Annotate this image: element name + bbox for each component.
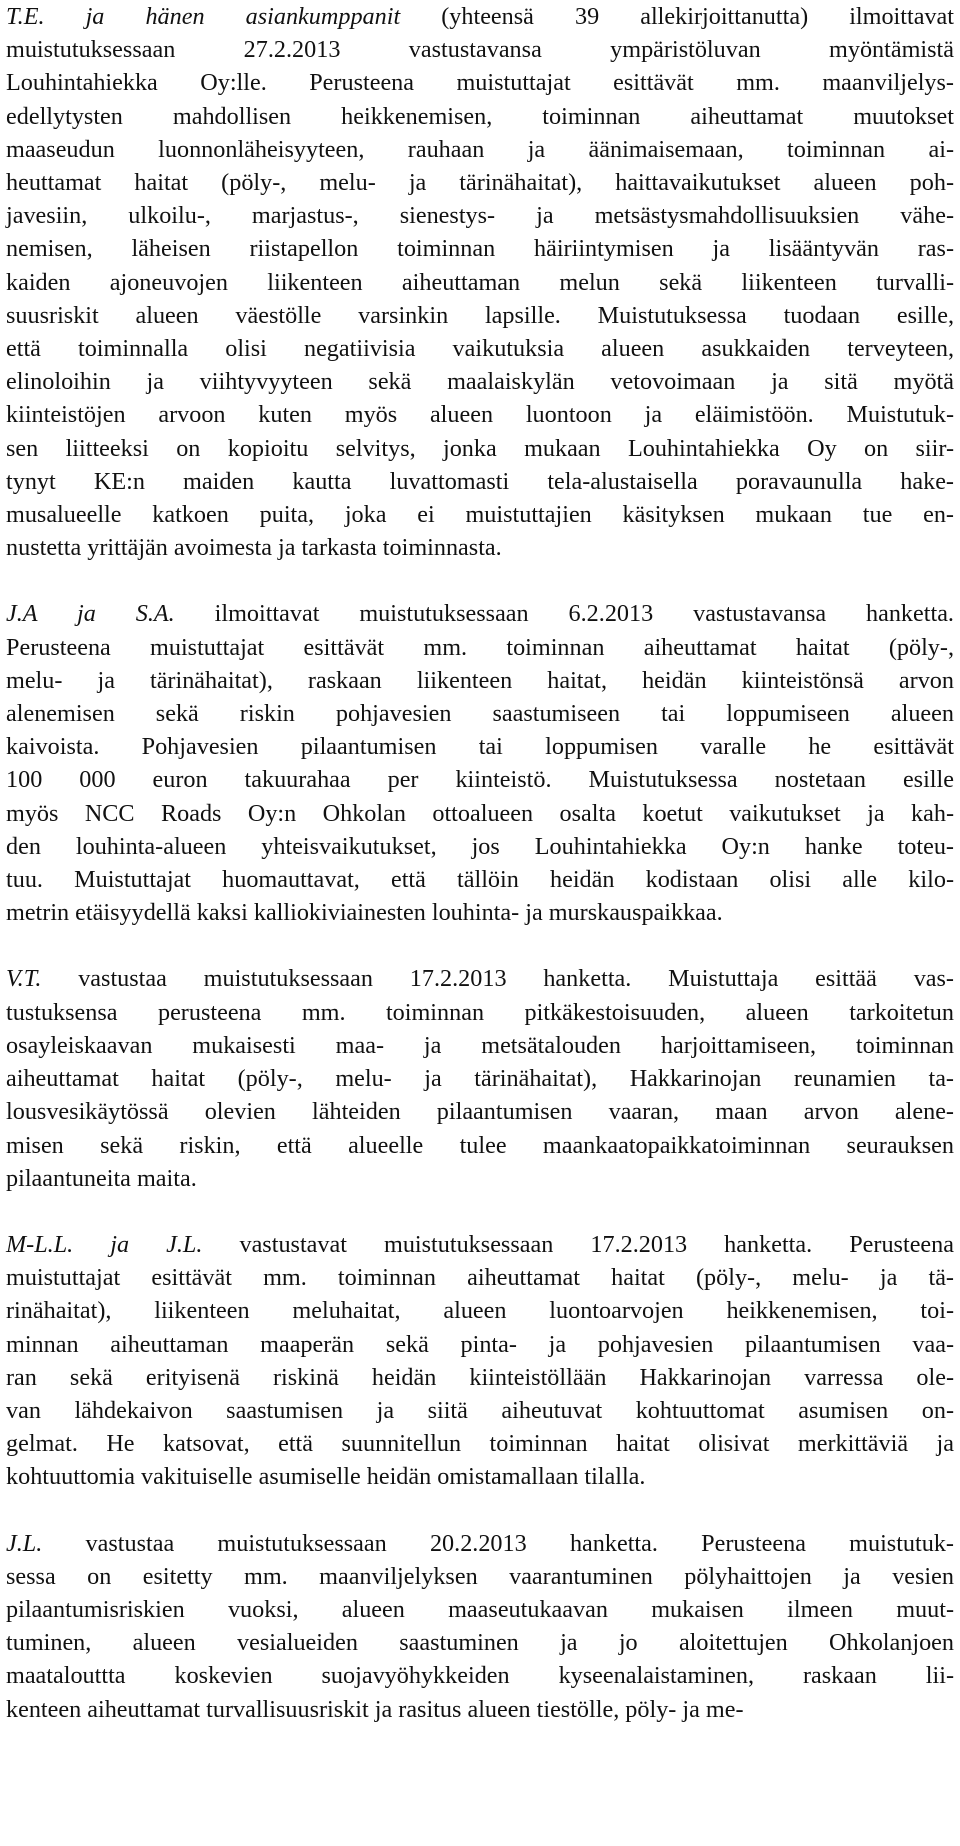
party-initials: J.L. [6, 1529, 43, 1557]
text-line [6, 133, 954, 166]
line-text: ran sekä erityisenä riskinä heidän kiinteistöllään Hakkarinojan varressa ole- [6, 1363, 954, 1391]
party-initials: V.T. [6, 965, 42, 993]
line-text: rinähaitat), liikenteen meluhaitat, alueen luontoarvojen heikkenemisen, toi- [6, 1297, 954, 1325]
text-line [6, 664, 954, 697]
text-line [6, 1261, 954, 1294]
text-line [6, 1593, 954, 1626]
line-text: vastustavat muistutuksessaan 17.2.2013 hanketta. Perusteena [202, 1230, 954, 1258]
paragraph [6, 0, 954, 564]
line-text: metrin etäisyydellä kaksi kalliokiviainesten louhinta- ja murskauspaikkaa. [6, 899, 723, 927]
text-line [6, 1029, 954, 1062]
text-line [6, 432, 954, 465]
party-initials: M-L.L. ja J.L. [6, 1230, 203, 1258]
line-text: maatalouttta koskevien suojavyöhykkeiden kyseenalaistaminen, raskaan lii- [6, 1662, 954, 1690]
text-line [6, 996, 954, 1029]
paragraph [6, 1228, 954, 1494]
line-text: aiheuttamat haitat (pöly-, melu- ja tärinähaitat), Hakkarinojan reunamien ta- [6, 1065, 954, 1093]
line-text: heuttamat haitat (pöly-, melu- ja tärinähaitat), haittavaikutukset alueen poh- [6, 169, 954, 197]
text-line [6, 332, 954, 365]
line-text: kiinteistöjen arvoon kuten myös alueen luontoon ja eläimistöön. Muistutuk- [6, 401, 954, 429]
line-text: vastustaa muistutuksessaan 17.2.2013 hanketta. Muistuttaja esittää vas- [41, 965, 954, 993]
text-line [6, 1659, 954, 1692]
text-line [6, 597, 954, 630]
line-text: tustuksensa perusteena mm. toiminnan pitkäkestoisuuden, alueen tarkoitetun [6, 998, 954, 1026]
line-text: melu- ja tärinähaitat), raskaan liikenteen haitat, heidän kiinteistönsä arvon [6, 666, 954, 694]
text-line [6, 797, 954, 830]
line-text: kenteen aiheuttamat turvallisuusriskit ja rasitus alueen tiestölle, pöly- ja me- [6, 1695, 744, 1723]
text-line [6, 1328, 954, 1361]
text-line [6, 232, 954, 265]
text-line [6, 365, 954, 398]
line-text: muistutuksessaan 27.2.2013 vastustavansa ympäristöluvan myöntämistä [6, 36, 954, 64]
line-text: 100 000 euron takuurahaa per kiinteistö. Muistutuksessa nostetaan esille [6, 766, 954, 794]
line-text: kohtuuttomia vakituiselle asumiselle heidän omistamallaan tilalla. [6, 1463, 646, 1491]
line-text: nustetta yrittäjän avoimesta ja tarkasta toiminnasta. [6, 534, 502, 562]
text-line [6, 33, 954, 66]
line-text: sessa on esitetty mm. maanviljelyksen vaarantuminen pölyhaittojen ja vesien [6, 1562, 954, 1590]
text-line [6, 962, 954, 995]
text-line [6, 697, 954, 730]
text-line [6, 1560, 954, 1593]
line-text: Perusteena muistuttajat esittävät mm. toiminnan aiheuttamat haitat (pöly-, [6, 633, 954, 661]
line-text: pilaantumisriskien vuoksi, alueen maaseutukaavan mukaisen ilmeen muut- [6, 1595, 954, 1623]
text-line [6, 1361, 954, 1394]
line-text: tuu. Muistuttajat huomauttavat, että tällöin heidän kodistaan olisi alle kilo- [6, 866, 954, 894]
line-text: kaiden ajoneuvojen liikenteen aiheuttaman melun sekä liikenteen turvalli- [6, 268, 954, 296]
line-text: nemisen, läheisen riistapellon toiminnan häiriintymisen ja lisääntyvän ras- [6, 235, 954, 263]
party-initials: T.E. ja hänen asiankumppanit [6, 3, 401, 30]
line-text: myös NCC Roads Oy:n Ohkolan ottoalueen osalta koetut vaikutukset ja kah- [6, 799, 954, 827]
paragraph [6, 597, 954, 929]
text-line [6, 863, 954, 896]
text-line [6, 299, 954, 332]
line-text: van lähdekaivon saastumisen ja siitä aiheutuvat kohtuuttomat asumisen on- [6, 1396, 954, 1424]
line-text: Louhintahiekka Oy:lle. Perusteena muistuttajat esittävät mm. maanviljelys- [6, 69, 954, 97]
text-line [6, 1162, 954, 1195]
text-line [6, 631, 954, 664]
text-line [6, 1129, 954, 1162]
text-line [6, 398, 954, 431]
line-text: den louhinta-alueen yhteisvaikutukset, jos Louhintahiekka Oy:n hanke toteu- [6, 832, 954, 860]
text-line [6, 830, 954, 863]
text-line [6, 100, 954, 133]
line-text: muistuttajat esittävät mm. toiminnan aiheuttamat haitat (pöly-, melu- ja tä- [6, 1264, 954, 1292]
text-line [6, 763, 954, 796]
line-text: javesiin, ulkoilu-, marjastus-, sienestys- ja metsästysmahdollisuuksien vähe- [6, 202, 954, 230]
text-line [6, 1693, 954, 1726]
text-line [6, 0, 954, 33]
line-text: ilmoittavat muistutuksessaan 6.2.2013 vastustavansa hanketta. [174, 600, 954, 628]
line-text: kaivoista. Pohjavesien pilaantumisen tai loppumisen varalle he esittävät [6, 733, 954, 761]
line-text: misen sekä riskin, että alueelle tulee maankaatopaikkatoiminnan seurauksen [6, 1131, 954, 1159]
line-text: lousvesikäytössä olevien lähteiden pilaantumisen vaaran, maan arvon alene- [6, 1098, 954, 1126]
text-line [6, 1527, 954, 1560]
text-line [6, 1228, 954, 1261]
line-text: tynyt KE:n maiden kautta luvattomasti tela-alustaisella poravaunulla hake- [6, 467, 954, 495]
text-line [6, 730, 954, 763]
text-line [6, 465, 954, 498]
text-line [6, 1460, 954, 1493]
line-text: että toiminnalla olisi negatiivisia vaikutuksia alueen asukkaiden terveyteen, [6, 335, 954, 363]
text-line [6, 66, 954, 99]
document-body [6, 0, 954, 1726]
line-text: suusriskit alueen väestölle varsinkin lapsille. Muistutuksessa tuodaan esille, [6, 301, 954, 329]
text-line [6, 531, 954, 564]
paragraph [6, 1527, 954, 1726]
text-line [6, 1294, 954, 1327]
line-text: sen liitteeksi on kopioitu selvitys, jonka mukaan Louhintahiekka Oy on siir- [6, 434, 954, 462]
line-text: alenemisen sekä riskin pohjavesien saastumiseen tai loppumiseen alueen [6, 700, 954, 728]
text-line [6, 1095, 954, 1128]
paragraph [6, 962, 954, 1194]
line-text: pilaantuneita maita. [6, 1164, 197, 1192]
line-text: osayleiskaavan mukaisesti maa- ja metsätalouden harjoittamiseen, toiminnan [6, 1031, 954, 1059]
line-text: maaseudun luonnonläheisyyteen, rauhaan ja äänimaisemaan, toiminnan ai- [6, 135, 954, 163]
text-line [6, 498, 954, 531]
line-text: gelmat. He katsovat, että suunnitellun toiminnan haitat olisivat merkittäviä ja [6, 1430, 954, 1458]
line-text: elinoloihin ja viihtyvyyteen sekä maalaiskylän vetovoimaan ja sitä myötä [6, 368, 954, 396]
text-line [6, 1062, 954, 1095]
text-line [6, 266, 954, 299]
text-line [6, 1427, 954, 1460]
text-line [6, 199, 954, 232]
line-text: tuminen, alueen vesialueiden saastuminen ja jo aloitettujen Ohkolanjoen [6, 1629, 954, 1657]
line-text: edellytysten mahdollisen heikkenemisen, toiminnan aiheuttamat muutokset [6, 102, 954, 130]
text-line [6, 896, 954, 929]
party-initials: J.A ja S.A. [6, 600, 175, 628]
text-line [6, 1626, 954, 1659]
line-text: vastustaa muistutuksessaan 20.2.2013 hanketta. Perusteena muistutuk- [42, 1529, 954, 1557]
line-text: musalueelle katkoen puita, joka ei muistuttajien käsityksen mukaan tue en- [6, 501, 954, 529]
line-text: minnan aiheuttaman maaperän sekä pinta- ja pohjavesien pilaantumisen vaa- [6, 1330, 954, 1358]
line-text: (yhteensä 39 allekirjoittanutta) ilmoittavat [400, 3, 954, 30]
text-line [6, 1394, 954, 1427]
text-line [6, 166, 954, 199]
